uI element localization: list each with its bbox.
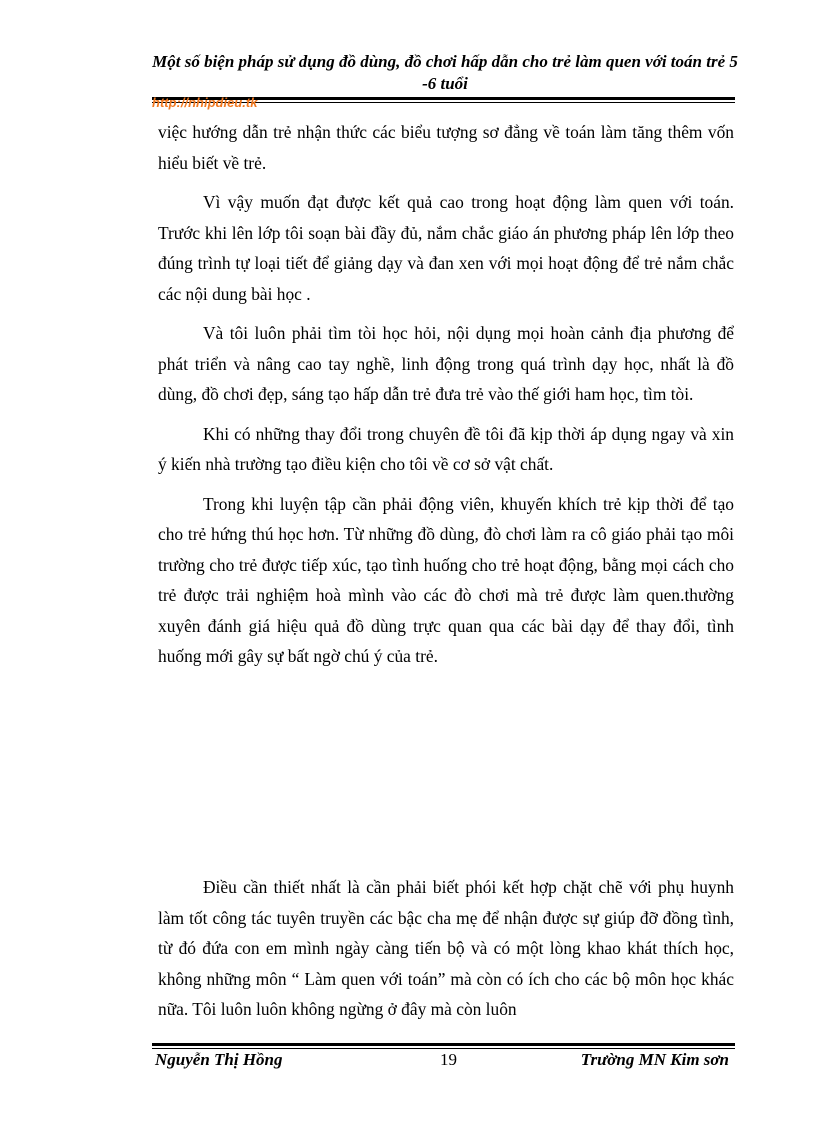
paragraph: việc hướng dẫn trẻ nhận thức các biểu tượng sơ đẳng về toán làm tăng thêm vốn hiểu biết về trẻ. — [158, 122, 734, 173]
footer-rule-thick — [152, 1043, 735, 1046]
header-title: Một số biện pháp sử dụng đồ dùng, đồ chơi hấp dẫn cho trẻ làm quen với toán trẻ 5 -6 tuổi — [152, 52, 738, 93]
body-block-1 — [158, 117, 734, 672]
paragraph: Và tôi luôn phải tìm tòi học hỏi, nội dụng mọi hoàn cảnh địa phương để phát triển và nâng cao tay nghề, linh động trong quá trình dạy học, nhất là đồ dùng, đồ chơi đẹp, sáng tạo hấp dẫn trẻ đưa trẻ vào thế giới ham học, tìm tòi. — [158, 323, 734, 404]
watermark-url: http://nhipdieu.tk — [152, 95, 258, 110]
footer-author: Nguyễn Thị Hồng — [155, 1050, 283, 1069]
paragraph: Vì vậy muốn đạt được kết quả cao trong hoạt động làm quen với toán. Trước khi lên lớp tôi soạn bài đầy đủ, nắm chắc giáo án phương pháp lên lớp theo đúng trình tự loại tiết để giảng dạy và đan xen với mọi hoạt động để trẻ nắm chắc các nội dung bài học . — [158, 192, 734, 304]
page-number: 19 — [440, 1050, 457, 1069]
body-block-2 — [158, 872, 734, 1025]
paragraph: Trong khi luyện tập cần phải động viên, khuyến khích trẻ kịp thời để tạo cho trẻ hứng thú học hơn. Từ những đồ dùng, đò chơi làm ra cô giáo phải tạo môi trường cho trẻ được tiếp xúc, tạo tình huống cho trẻ hoạt động, bằng mọi cách cho trẻ được trải nghiệm hoà mình vào các đò chơi mà trẻ được làm quen.thường xuyên đánh giá hiệu quả đồ dùng trực quan qua các bài dạy để thay đổi, tình huống mới gây sự bất ngờ chú ý của trẻ. — [158, 493, 734, 666]
paragraph: Điều cần thiết nhất là cần phải biết phói kết hợp chặt chẽ với phụ huynh làm tốt công tác tuyên truyền các bậc cha mẹ để nhận được sự giúp đỡ đồng tình, từ đó đứa con em mình ngày càng tiến bộ và có một lòng khao khát thích học, không những môn “ Làm quen với toán” mà còn có ích cho các bộ môn học khác nữa. Tôi luôn luôn không ngừng ở đây mà còn luôn — [158, 877, 734, 1019]
footer-school: Trường MN Kim sơn — [580, 1050, 729, 1069]
footer-rule-thin — [152, 1048, 735, 1049]
paragraph: Khi có những thay đổi trong chuyên đề tôi đã kịp thời áp dụng ngay và xin ý kiến nhà trường tạo điều kiện cho tôi về cơ sở vật chất. — [158, 423, 734, 474]
